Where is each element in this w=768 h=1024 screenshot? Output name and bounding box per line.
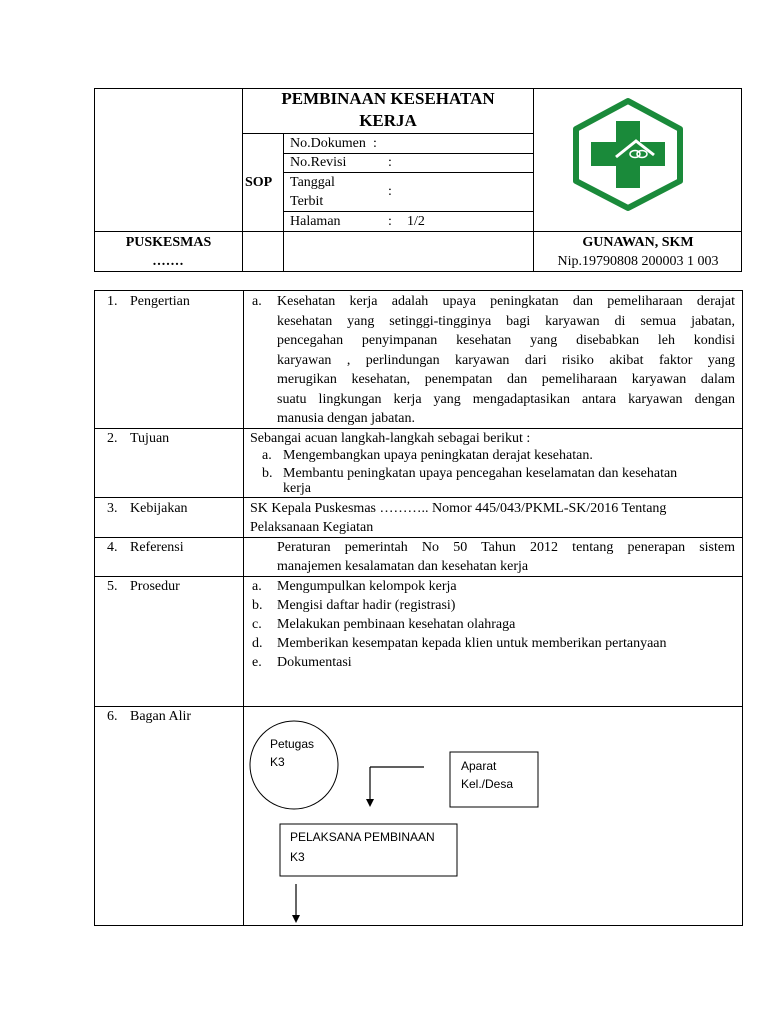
kebijakan-line: SK Kepala Puskesmas ……….. Nomor 445/043/PKML-SK/2016 Tentang: [250, 501, 667, 516]
flowchart-box-pelaksana-label: K3: [290, 850, 305, 864]
row-divider: [94, 497, 743, 498]
item-marker: a.: [252, 579, 262, 594]
prosedur-item: Dokumentasi: [277, 655, 352, 670]
tujuan-intro: Sebangai acuan langkah-langkah sebagai berikut :: [250, 431, 531, 446]
pengertian-line: merugikan kesehatan, penempatan dan pemeliharaan karyawan dalam: [277, 372, 735, 387]
field-tanggal-sep: :: [388, 184, 392, 199]
section-title: Referensi: [130, 540, 184, 555]
puskesmas-logo-icon: [570, 97, 686, 212]
section-number: 6.: [107, 709, 118, 724]
header-hline: [242, 133, 533, 134]
flowchart-box-pelaksana-label: PELAKSANA PEMBINAAN: [290, 830, 435, 844]
field-halaman-sep: :: [388, 214, 392, 229]
header-hline: [94, 231, 742, 232]
org-name: PUSKESMAS: [125, 235, 212, 250]
pengertian-line: karyawan , perlindungan karyawan dari risiko akibat faktor yang: [277, 352, 735, 368]
field-no-revisi-label: No.Revisi: [290, 155, 347, 170]
signer-name: GUNAWAN, SKM: [582, 235, 694, 250]
item-marker: d.: [252, 636, 263, 651]
tujuan-item-cont: kerja: [283, 481, 311, 496]
org-dots: .......: [152, 254, 185, 269]
sop-label: SOP: [245, 175, 273, 190]
prosedur-item: Memberikan kesempatan kepada klien untuk memberikan pertanyaan: [277, 636, 667, 651]
prosedur-item: Melakukan pembinaan kesehatan olahraga: [277, 617, 516, 632]
doc-title-line2: KERJA: [359, 111, 417, 130]
item-marker: b.: [252, 598, 263, 613]
kebijakan-line: Pelaksanaan Kegiatan: [250, 520, 374, 535]
section-title: Prosedur: [130, 579, 180, 594]
item-marker: e.: [252, 655, 262, 670]
item-marker: b.: [262, 466, 273, 481]
field-tanggal-label: Tanggal: [290, 175, 335, 190]
referensi-line: manajemen kesalamatan dan kesehatan kerja: [277, 559, 529, 574]
tujuan-item: Membantu peningkatan upaya pencegahan keselamatan dan kesehatan: [283, 466, 678, 481]
field-no-revisi-sep: :: [388, 155, 392, 170]
section-title: Tujuan: [130, 431, 170, 446]
flowchart-circle: [250, 721, 338, 809]
item-marker: a.: [262, 448, 272, 463]
field-terbit-label: Terbit: [290, 194, 324, 209]
field-halaman-value: 1/2: [407, 214, 425, 229]
section-number: 2.: [107, 431, 118, 446]
pengertian-line: manusia dengan jabatan.: [277, 411, 416, 426]
section-title: Bagan Alir: [130, 709, 192, 724]
field-no-dokumen-label: No.Dokumen: [290, 136, 366, 151]
field-no-dokumen-sep: :: [373, 136, 377, 151]
section-title: Pengertian: [130, 294, 190, 309]
prosedur-item: Mengisi daftar hadir (registrasi): [277, 598, 456, 613]
pengertian-line: pencegahan penyimpanan kesehatan yang disebabkan leh kondisi: [277, 333, 735, 348]
referensi-line: Peraturan pemerintah No 50 Tahun 2012 tentang penerapan sistem: [277, 540, 735, 555]
flowchart-circle-label: Petugas: [270, 737, 315, 751]
flowchart-box-aparat-label: Aparat: [461, 759, 497, 773]
item-marker: c.: [252, 617, 262, 632]
section-number: 1.: [107, 294, 118, 309]
flowchart-box-aparat-label: Kel./Desa: [461, 777, 514, 791]
flowchart-diagram: [244, 707, 742, 925]
flowchart-circle-label: K3: [270, 755, 285, 769]
pengertian-line: Kesehatan kerja adalah upaya peningkatan dan pemeliharaan derajat: [277, 294, 735, 309]
arrow-head-icon: [366, 799, 374, 807]
arrow-head-icon: [292, 915, 300, 923]
section-number: 3.: [107, 501, 118, 516]
doc-title-line1: PEMBINAAN KESEHATAN: [281, 89, 495, 108]
pengertian-line: suatu lingkungan kerja yang mengadaptasikan antara karyawan dengan: [277, 391, 735, 407]
tujuan-item: Mengembangkan upaya peningkatan derajat kesehatan.: [283, 448, 593, 463]
section-number: 5.: [107, 579, 118, 594]
signer-nip: Nip.19790808 200003 1 003: [557, 254, 719, 269]
section-number: 4.: [107, 540, 118, 555]
field-halaman-label: Halaman: [290, 214, 341, 229]
prosedur-item: Mengumpulkan kelompok kerja: [277, 579, 457, 594]
pengertian-line: kesehatan yang setinggi-tingginya bagi karyawan di semua jabatan,: [277, 313, 735, 329]
item-marker: a.: [252, 294, 262, 309]
section-title: Kebijakan: [130, 501, 188, 516]
